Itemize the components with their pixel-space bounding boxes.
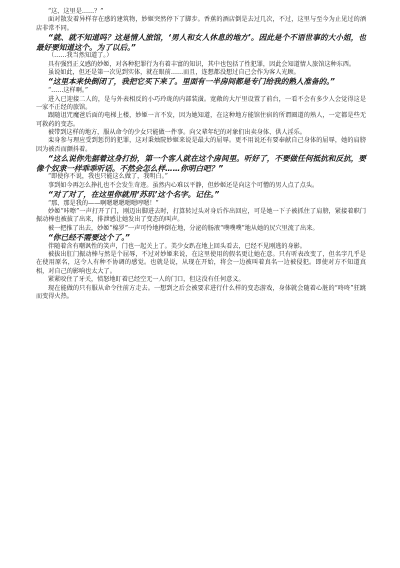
paragraph: 现在能做的只有服从命令往前方走去。一想到之后会被要求进行什么样的变态游戏，身体就会随着心脏的“咚咚”狂跳而变得火热。 <box>36 284 366 300</box>
bold-dialogue: “你已经不需要这个了。” <box>48 233 130 243</box>
paragraph: “那、那是我的——啊嗯嗯嗯嗯嗯哼嗯！” <box>48 199 159 207</box>
paragraph: “……这样啊。” <box>48 87 89 95</box>
paragraph: “这、这里是……？” <box>48 8 104 15</box>
bold-dialogue: “对了对了，在这里你就用‘苏玑’这个名字。记住。” <box>48 190 220 200</box>
bold-dialogue: “就、就不知道吗？这是情人旅馆，‘男人和女人休息的地方’。因此是个不语世事的大小姐，也最好要知道这个。为了以后。” <box>36 33 366 52</box>
paragraph: 紧紧咬住了牙关，愤怒地盯着已经空无一人的门口，但这没有任何意义。 <box>48 276 245 284</box>
paragraph: 虽说如此，但还是第一次见到实体，就在眼前……而且，连想都没想过自己会作为客人光顾。 <box>48 69 300 77</box>
paragraph: 事到如今再怎么挣扎也不会发生奇迹。虽然内心难以平静，但妙姬还是向这个可憎的男人点了点头。 <box>48 181 319 189</box>
paragraph: 妙姬“咔嚓”一声打开了门，刚迈出脚进去时，打算转过头对身后作出回应，可是她一下子被抓住了肩膀，紧接着职门振动棒也被拔了出来，排泄感让她发出了变态的叫声。 <box>36 208 366 224</box>
text-column <box>36 8 366 301</box>
bold-dialogue: “这里本来快倒闭了，我把它买下来了。里面有一半房间都是专门给我的熟人准备的。” <box>48 77 335 87</box>
paragraph: （……我当然知道了。） <box>48 52 113 60</box>
paragraph: 进入已迎接二人的，是与外表相反的小巧玲珑的内部装潢。宽敞的大厅里设置了前台，一看不会有多少人会觉得这是一家不正经的旅馆。 <box>36 95 366 111</box>
paragraph: 跟随诅咒魔爸后面的电梯上楼，妙姬一言不发，因为她知道，在这种地方能馆住宿的所谓圈道的熟人，一定都是些无可救药的变态。 <box>36 112 366 128</box>
paragraph: 栾身参与理应受到惩罚的犯罪，这对秉烛院妙姬来说是最大的屈辱。更不用说还有要奉献自己身体的屈辱，她的肩膀因为被否而颤抖着。 <box>36 137 366 153</box>
paragraph: 被带到这样的地方，服从命令的少女只能做一件事。向父辈年纪的对象们出卖身体、供人淫乐。 <box>48 128 306 136</box>
paragraph: “即使你不说，我也只能这么做了，我明白。” <box>48 173 168 181</box>
paragraph: 被一把推了出去，妙姬“棉罗”一声可怜地摔倒在地，分泌的肠液“噗噗噗”地从她的尻穴里流了出来。 <box>48 224 319 232</box>
paragraph: 被拔出肛门振动棒与然是个屈辱，不过对妙姬来说，在这里使用的假名更让她在意。只有听表改变了，但名字几乎是在使用原名，这令人有种不协调的感觉。也就是说，从现在开始，将会一边被叫着真名一边被侵犯。即使对方不知道真相，对自己的影响也太大了。 <box>36 251 366 275</box>
paragraph: 面对散发着异样存在感的建筑物，妙姬突然停下了脚步。香蕉的酒店倒是去过几次，不过，这里与至今为止见过的酒店非常不同。 <box>36 16 366 32</box>
bold-dialogue: “这么说你先据着这身打扮，第一个客人就在这个房间里。听好了，不要做任何抵抗和反抗，要像个奴隶一样乖乖听话。不然会怎么样……你明白吧？” <box>36 153 366 173</box>
paragraph: 具有强烈正义感的妙姬，对各种犯罪行为有着丰富的知识，其中也包括了性犯罪，因此会知道情人旅馆这种东西。 <box>48 60 356 68</box>
paragraph: 伴随着含有嘲讽性的笑声，门也一起关上了。美少女趴在地上回头看去，已经不见刚逃的身影。 <box>48 242 306 250</box>
